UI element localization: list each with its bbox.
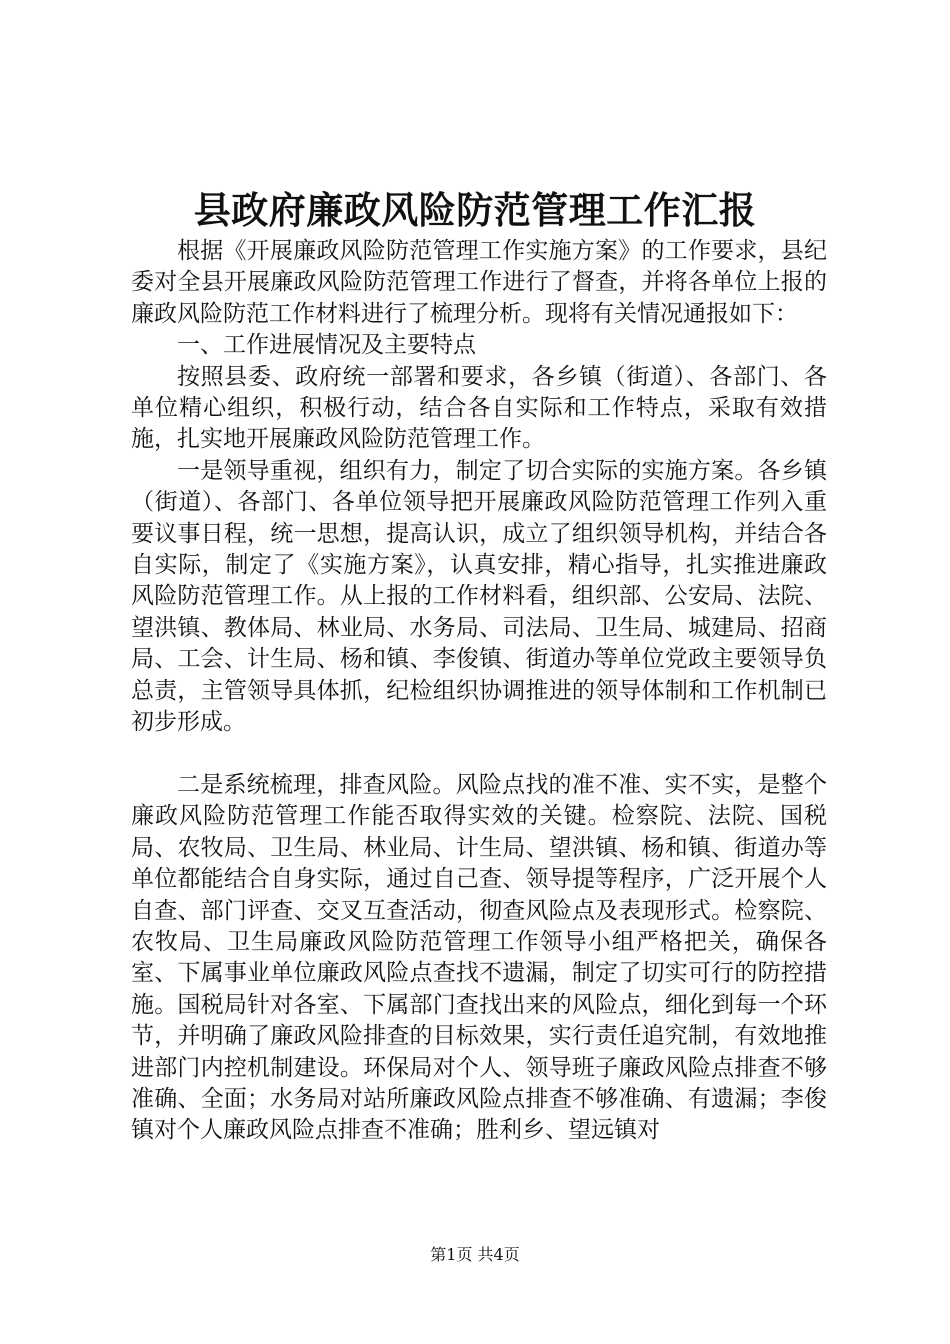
paragraph-intro: 根据《开展廉政风险防范管理工作实施方案》的工作要求，县纪委对全县开展廉政风险防范管理工作进行了督查，并将各单位上报的廉政风险防范工作材料进行了梳理分析。现将有关情况通报如下： <box>131 238 827 327</box>
document-body <box>131 236 827 1147</box>
paragraph-point-one: 一是领导重视，组织有力，制定了切合实际的实施方案。各乡镇（街道）、各部门、各单位领导把开展廉政风险防范管理工作列入重要议事日程，统一思想，提高认识，成立了组织领导机构，并结合各自实际，制定了《实施方案》，认真安排，精心指导，扎实推进廉政风险防范管理工作。从上报的工作材料看，组织部、公安局、法院、望洪镇、教体局、林业局、水务局、司法局、卫生局、城建局、招商局、工会、计生局、杨和镇、李俊镇、街道办等单位党政主要领导负总责，主管领导具体抓，纪检组织协调推进的领导体制和工作机制已初步形成。 <box>131 457 827 736</box>
section-heading: 一、工作进展情况及主要特点 <box>177 332 476 359</box>
document-title: 县政府廉政风险防范管理工作汇报 <box>193 188 757 232</box>
page-indicator: 第1页 共4页 <box>430 1245 520 1264</box>
paragraph-point-two: 二是系统梳理，排查风险。风险点找的准不准、实不实，是整个廉政风险防范管理工作能否取得实效的关键。检察院、法院、国税局、农牧局、卫生局、林业局、计生局、望洪镇、杨和镇、街道办等单位都能结合自身实际，通过自己查、领导提等程序，广泛开展个人自查、部门评查、交叉互查活动，彻查风险点及表现形式。检察院、农牧局、卫生局廉政风险防范管理工作领导小组严格把关，确保各室、下属事业单位廉政风险点查找不遗漏，制定了切实可行的防控措施。国税局针对各室、下属部门查找出来的风险点，细化到每一个环节，并明确了廉政风险排查的目标效果，实行责任追究制，有效地推进部门内控机制建设。环保局对个人、领导班子廉政风险点排查不够准确、全面；水务局对站所廉政风险点排查不够准确、有遗漏；李俊镇对个人廉政风险点排查不准确；胜利乡、望远镇对 <box>131 771 827 1144</box>
paragraph-overview: 按照县委、政府统一部署和要求，各乡镇（街道）、各部门、各单位精心组织，积极行动，结合各自实际和工作特点，采取有效措施，扎实地开展廉政风险防范管理工作。 <box>131 363 827 453</box>
